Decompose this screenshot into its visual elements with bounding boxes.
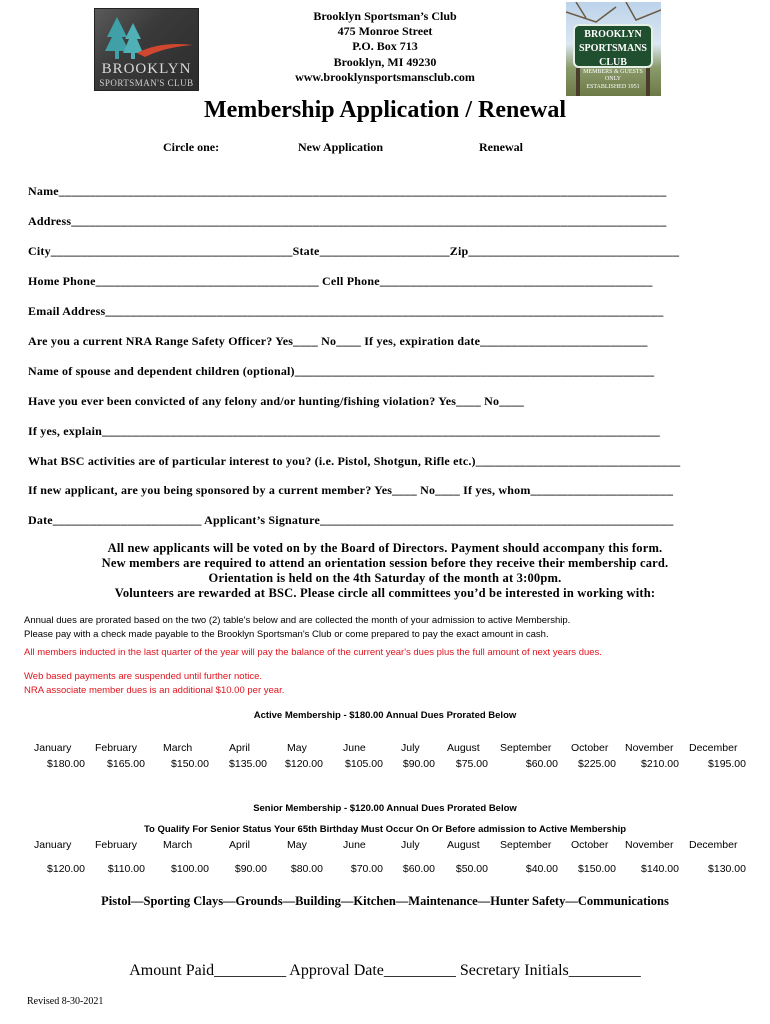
- club-website[interactable]: www.brooklynsportsmansclub.com: [295, 69, 475, 84]
- senior-month-august: August: [447, 839, 480, 851]
- nra-rso-field[interactable]: Are you a current NRA Range Safety Officer? Yes____ No____ If yes, expiration date___________________________: [28, 334, 648, 348]
- notice-line1: All new applicants will be voted on by the Board of Directors. Payment should accompany this form.: [107, 541, 663, 555]
- senior-amount-march: $100.00: [171, 863, 209, 875]
- senior-month-october: October: [571, 839, 609, 851]
- felony-field[interactable]: Have you ever been convicted of any felony and/or hunting/fishing violation? Yes____ No____: [28, 394, 525, 408]
- senior-qualify-note: To Qualify For Senior Status Your 65th Birthday Must Occur On Or Before admission to Active Membership: [143, 824, 627, 835]
- active-month-may: May: [287, 742, 307, 754]
- active-membership-title: Active Membership - $180.00 Annual Dues Prorated Below: [253, 710, 517, 721]
- activities-field[interactable]: What BSC activities are of particular interest to you? (i.e. Pistol, Shotgun, Rifle etc.)_________________________________: [28, 454, 681, 468]
- logo-left-line1: BROOKLYN: [101, 61, 192, 77]
- active-month-april: April: [229, 742, 251, 754]
- senior-month-july: July: [401, 839, 420, 851]
- club-sign: [573, 24, 653, 90]
- active-amount-september: $60.00: [525, 758, 558, 770]
- option-renewal[interactable]: Renewal: [479, 140, 523, 154]
- dues-info-line1: Annual dues are prorated based on the two (2) table's below and are collected the month of your admission to active Membership.: [24, 615, 571, 626]
- senior-amount-april: $90.00: [234, 863, 267, 875]
- senior-month-may: May: [287, 839, 307, 851]
- club-street: 475 Monroe Street: [337, 24, 433, 39]
- applicant-notice: [0, 541, 770, 601]
- dues-info-red3: NRA associate member dues is an additional $10.00 per year.: [24, 685, 285, 696]
- senior-amount-february: $110.00: [107, 863, 145, 875]
- active-amount-october: $225.00: [578, 758, 616, 770]
- name-field[interactable]: Name__________________________________________________________________________________________________: [28, 184, 667, 198]
- active-amount-may: $120.00: [285, 758, 323, 770]
- senior-month-december: December: [689, 839, 738, 851]
- logo-left-line2: SPORTSMAN'S CLUB: [99, 78, 194, 88]
- active-month-june: June: [343, 742, 366, 754]
- sign-line3: CLUB: [599, 57, 627, 68]
- dues-info-line2: Please pay with a check made payable to the Brooklyn Sportsman's Club or come prepared to pay the exact amount in cash.: [24, 629, 549, 640]
- senior-month-april: April: [229, 839, 251, 851]
- active-amount-february: $165.00: [107, 758, 145, 770]
- active-amount-november: $210.00: [641, 758, 679, 770]
- senior-month-june: June: [343, 839, 366, 851]
- active-month-august: August: [447, 742, 480, 754]
- senior-month-november: November: [625, 839, 674, 851]
- notice-line3: Orientation is held on the 4th Saturday of the month at 3:00pm.: [208, 571, 562, 585]
- active-amount-april: $135.00: [229, 758, 267, 770]
- club-city: Brooklyn, MI 49230: [333, 54, 437, 69]
- senior-amount-december: $130.00: [708, 863, 746, 875]
- active-month-january: January: [34, 742, 72, 754]
- address-field[interactable]: Address________________________________________________________________________________________________: [28, 214, 667, 228]
- senior-amount-january: $120.00: [47, 863, 85, 875]
- form-title: Membership Application / Renewal: [203, 97, 566, 123]
- notice-line2: New members are required to attend an orientation session before they receive their membership card.: [101, 556, 669, 570]
- sign-line4: MEMBERS & GUESTS ONLY: [583, 69, 643, 82]
- senior-amount-may: $80.00: [290, 863, 323, 875]
- swoosh-icon: [135, 39, 195, 59]
- senior-month-march: March: [163, 839, 193, 851]
- active-amount-august: $75.00: [455, 758, 488, 770]
- active-month-september: September: [500, 742, 552, 754]
- club-address-block: [250, 9, 520, 85]
- sign-line1: BROOKLYN: [584, 29, 642, 40]
- active-amount-july: $90.00: [402, 758, 435, 770]
- senior-amount-october: $150.00: [578, 863, 616, 875]
- senior-amount-november: $140.00: [641, 863, 679, 875]
- sign-line5: ESTABLISHED 1951: [586, 84, 640, 90]
- senior-month-september: September: [500, 839, 552, 851]
- club-sign-photo: [566, 2, 661, 96]
- spouse-children-field[interactable]: Name of spouse and dependent children (optional)__________________________________________________________: [28, 364, 655, 378]
- option-new-application[interactable]: New Application: [298, 140, 384, 154]
- active-amount-january: $180.00: [47, 758, 85, 770]
- dues-info-red1: All members inducted in the last quarter of the year will pay the balance of the current year's dues plus the full amount of next years dues.: [24, 647, 602, 658]
- revision-date: Revised 8-30-2021: [27, 996, 104, 1007]
- active-month-october: October: [571, 742, 609, 754]
- active-amount-june: $105.00: [345, 758, 383, 770]
- phone-field[interactable]: Home Phone____________________________________ Cell Phone____________________________________________: [28, 274, 653, 288]
- senior-month-february: February: [95, 839, 138, 851]
- senior-amount-july: $60.00: [402, 863, 435, 875]
- active-month-november: November: [625, 742, 674, 754]
- sign-line2: SPORTSMANS: [579, 43, 647, 54]
- city-state-zip-field[interactable]: City_______________________________________State_____________________Zip__________________________________: [28, 244, 680, 258]
- active-amount-december: $195.00: [708, 758, 746, 770]
- email-field[interactable]: Email Address__________________________________________________________________________________________: [28, 304, 664, 318]
- circle-one-label: Circle one:: [163, 140, 220, 154]
- senior-amount-august: $50.00: [455, 863, 488, 875]
- senior-month-january: January: [34, 839, 72, 851]
- office-use-line: Amount Paid_________ Approval Date_________ Secretary Initials_________: [129, 962, 641, 979]
- notice-line4: Volunteers are rewarded at BSC. Please circle all committees you’d be interested in working with:: [114, 586, 656, 600]
- club-po-box: P.O. Box 713: [352, 39, 418, 54]
- senior-amount-september: $40.00: [525, 863, 558, 875]
- active-month-march: March: [163, 742, 193, 754]
- senior-membership-title: Senior Membership - $120.00 Annual Dues Prorated Below: [253, 803, 517, 814]
- active-month-february: February: [95, 742, 138, 754]
- date-signature-field[interactable]: Date________________________ Applicant’s Signature_________________________________________________________: [28, 513, 674, 527]
- explain-field[interactable]: If yes, explain__________________________________________________________________________________________: [28, 424, 661, 438]
- club-logo-left: [94, 8, 199, 91]
- active-month-december: December: [689, 742, 738, 754]
- dues-info-red2: Web based payments are suspended until further notice.: [24, 671, 262, 682]
- senior-amount-june: $70.00: [350, 863, 383, 875]
- active-amount-march: $150.00: [171, 758, 209, 770]
- sponsor-field[interactable]: If new applicant, are you being sponsored by a current member? Yes____ No____ If yes, whom_______________________: [28, 483, 674, 497]
- active-month-july: July: [401, 742, 420, 754]
- committees-list[interactable]: Pistol—Sporting Clays—Grounds—Building—Kitchen—Maintenance—Hunter Safety—Communications: [101, 894, 669, 908]
- club-name: Brooklyn Sportsman’s Club: [313, 9, 457, 23]
